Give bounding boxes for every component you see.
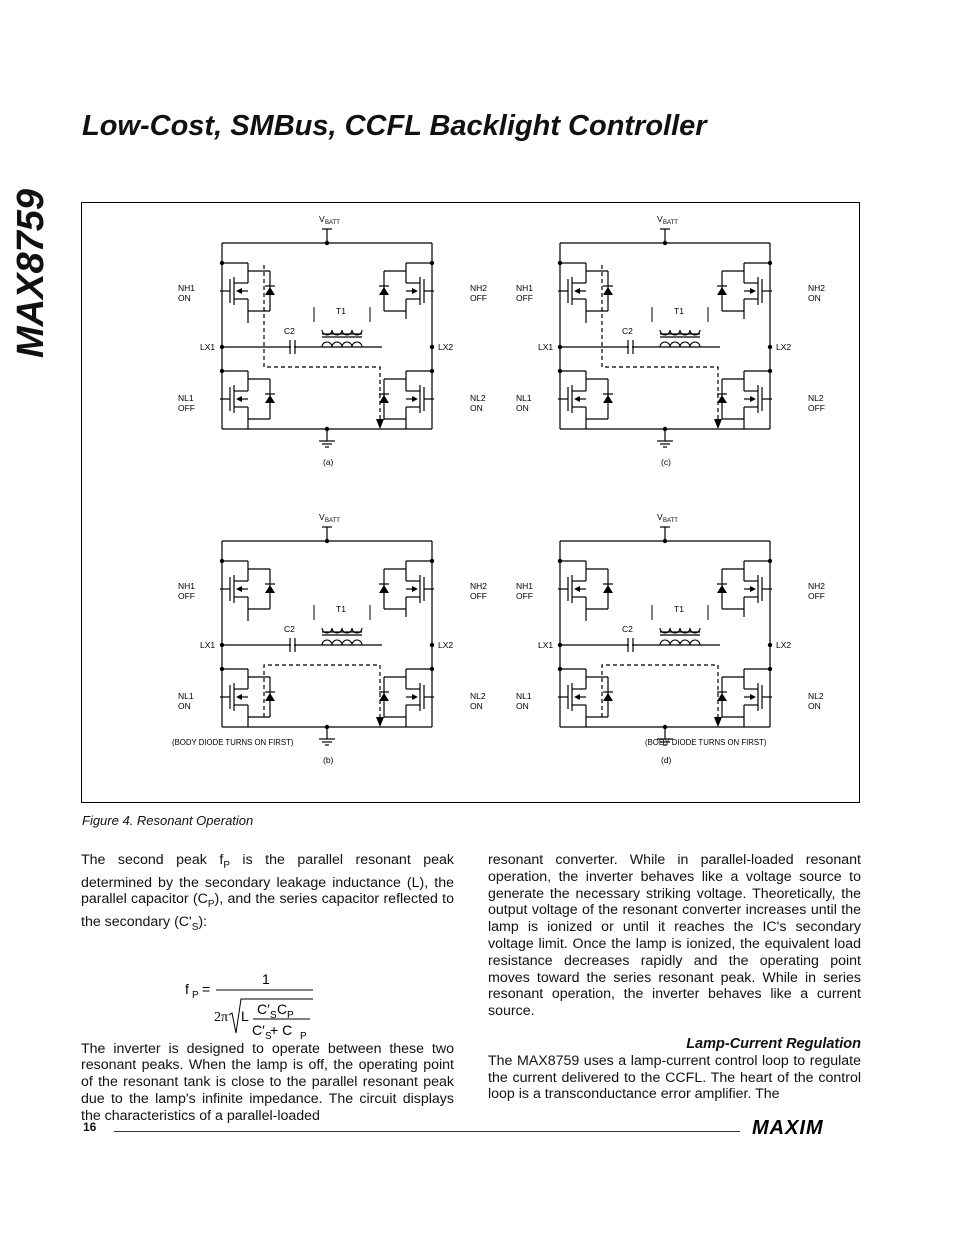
formula-num-cs-sub: S <box>270 1009 277 1021</box>
figure-caption: Figure 4. Resonant Operation <box>82 813 254 828</box>
nl1-state: OFF <box>178 403 195 413</box>
nh2-switch <box>717 263 772 319</box>
nl2-state: ON <box>470 701 483 711</box>
c2-label: C2 <box>622 326 633 336</box>
t1-label: T1 <box>674 604 684 614</box>
formula-den-cs-sub: S <box>265 1030 272 1042</box>
formula-den-cp: + C <box>270 1021 293 1038</box>
nl1-name: NL1 <box>178 691 194 701</box>
nh1-state: OFF <box>516 591 533 601</box>
nl2-name: NL2 <box>470 691 486 701</box>
c2-label: C2 <box>622 624 633 634</box>
nh2-switch <box>717 561 772 617</box>
lx1-label: LX1 <box>200 640 216 650</box>
panel-c <box>516 214 825 467</box>
nh1-switch <box>220 263 275 319</box>
nh2-name: NH2 <box>470 283 488 293</box>
nh2-name: NH2 <box>808 283 826 293</box>
formula-den-cp-sub: P <box>300 1030 307 1042</box>
body-diode-note: (BODY DIODE TURNS ON FIRST) <box>645 738 767 747</box>
nl2-state: ON <box>470 403 483 413</box>
nh1-state: ON <box>178 293 191 303</box>
body-diode-note: (BODY DIODE TURNS ON FIRST) <box>172 738 294 747</box>
t1-transformer <box>322 628 362 645</box>
current-path <box>264 265 380 419</box>
nl1-switch <box>558 371 613 427</box>
svg-text:BATT: BATT <box>325 518 340 524</box>
nh1-switch <box>558 263 613 319</box>
panel-label: (d) <box>661 755 672 765</box>
panel-label: (a) <box>323 457 334 467</box>
svg-text:BATT: BATT <box>663 220 678 226</box>
formula-two-pi: 2π <box>214 1009 229 1025</box>
current-path <box>602 265 718 419</box>
nh2-state: OFF <box>470 293 487 303</box>
right-column <box>488 852 861 1103</box>
nh2-state: OFF <box>808 591 825 601</box>
svg-text:BATT: BATT <box>325 220 340 226</box>
lx1-label: LX1 <box>200 342 216 352</box>
nl1-state: ON <box>178 701 191 711</box>
formula-lhs-sub: P <box>192 989 199 1001</box>
panel-b <box>172 512 487 765</box>
nl2-state: ON <box>808 701 821 711</box>
nh1-switch <box>558 561 613 617</box>
nh1-state: OFF <box>178 591 195 601</box>
vbatt-label: V <box>319 512 325 522</box>
nl2-name: NL2 <box>808 691 824 701</box>
nh2-name: NH2 <box>808 581 826 591</box>
nl1-name: NL1 <box>516 691 532 701</box>
nl1-state: ON <box>516 403 529 413</box>
paragraph: resonant converter. While in parallel-loaded resonant operation, the inverter behaves like a voltage source to generate the necessary striking voltage. Theoretically, the output voltage of the resonant converter increases until the lamp is ionized or until it reaches the IC's secondary voltage limit. Once the lamp is ionized, the equivalent load resistance decreases rapidly and the operating point moves toward the series resonant peak. While in series resonant operation, the inverter behaves like a current source. <box>488 852 861 1020</box>
nh1-name: NH1 <box>516 283 534 293</box>
nl2-name: NL2 <box>470 393 486 403</box>
circuit-diagram <box>82 203 861 804</box>
t1-label: T1 <box>336 306 346 316</box>
footer-rule <box>114 1131 740 1132</box>
t1-transformer <box>660 628 700 645</box>
lx2-label: LX2 <box>776 342 792 352</box>
vbatt-label: V <box>319 214 325 224</box>
nh1-switch <box>220 561 275 617</box>
left-column <box>81 852 454 1125</box>
nl2-switch <box>379 669 434 725</box>
c2-label: C2 <box>284 326 295 336</box>
section-heading: Lamp-Current Regulation <box>686 1035 861 1052</box>
formula-num-cp-sub: P <box>287 1009 294 1021</box>
vbatt-label: V <box>657 512 663 522</box>
panel-a <box>178 214 487 467</box>
paragraph: The MAX8759 uses a lamp-current control loop to regulate the current delivered to the CCFL. The heart of the control loop is a transconductance error amplifier. The <box>488 1052 861 1103</box>
formula-num-cs: C′ <box>257 1000 270 1017</box>
formula-fp <box>81 945 454 1042</box>
paragraph: The second peak $f_P$ is the parallel resonant peak determined by the secondary leakage inductance (L), the parallel capacitor $(C_P)$, and the series capacitor reflected to the secondary $(C'_S)$: <box>81 852 454 933</box>
svg-text:BATT: BATT <box>663 518 678 524</box>
panel-label: (c) <box>661 457 671 467</box>
panel-d <box>516 512 825 765</box>
page-number: 16 <box>83 1120 97 1134</box>
nl2-switch <box>717 669 772 725</box>
nh2-state: OFF <box>470 591 487 601</box>
nh1-state: OFF <box>516 293 533 303</box>
nl1-name: NL1 <box>516 393 532 403</box>
lx2-label: LX2 <box>438 640 454 650</box>
formula-numerator: 1 <box>262 970 270 987</box>
t1-transformer <box>322 330 362 347</box>
side-part-number: MAX8759 <box>10 189 52 358</box>
current-path <box>602 665 718 717</box>
vbatt-label: V <box>657 214 663 224</box>
t1-label: T1 <box>336 604 346 614</box>
nh2-state: ON <box>808 293 821 303</box>
nl1-switch <box>558 669 613 725</box>
nh2-name: NH2 <box>470 581 488 591</box>
panel-label: (b) <box>323 755 334 765</box>
formula-num-cp: C <box>277 1000 288 1017</box>
nh2-switch <box>379 263 434 319</box>
nh2-switch <box>379 561 434 617</box>
maxim-logo <box>752 1116 860 1143</box>
formula-L: L <box>241 1007 249 1024</box>
formula-equals: = <box>202 980 211 997</box>
nh1-name: NH1 <box>178 283 196 293</box>
nl2-state: OFF <box>808 403 825 413</box>
nl2-name: NL2 <box>808 393 824 403</box>
nl2-switch <box>717 371 772 427</box>
paragraph: The inverter is designed to operate between these two resonant peaks. When the lamp is off, the operating point of the resonant tank is close to the parallel resonant peak due to the lamp's infinite impedance. The circuit displays the characteristics of a parallel-loaded <box>81 1040 454 1124</box>
nl1-state: ON <box>516 701 529 711</box>
svg-text:MAXIM: MAXIM <box>752 1117 824 1139</box>
lx2-label: LX2 <box>438 342 454 352</box>
nh1-name: NH1 <box>178 581 196 591</box>
nh1-name: NH1 <box>516 581 534 591</box>
formula-lhs: f <box>185 980 189 997</box>
nl2-switch <box>379 371 434 427</box>
formula-den-cs: C′ <box>252 1021 265 1038</box>
t1-transformer <box>660 330 700 347</box>
lx1-label: LX1 <box>538 640 554 650</box>
figure-resonant-operation <box>81 202 860 803</box>
nl1-name: NL1 <box>178 393 194 403</box>
nl1-switch <box>220 371 275 427</box>
nl1-switch <box>220 669 275 725</box>
lx2-label: LX2 <box>776 640 792 650</box>
t1-label: T1 <box>674 306 684 316</box>
current-path <box>264 665 380 717</box>
c2-label: C2 <box>284 624 295 634</box>
page-title: Low-Cost, SMBus, CCFL Backlight Controller <box>82 110 707 142</box>
lx1-label: LX1 <box>538 342 554 352</box>
